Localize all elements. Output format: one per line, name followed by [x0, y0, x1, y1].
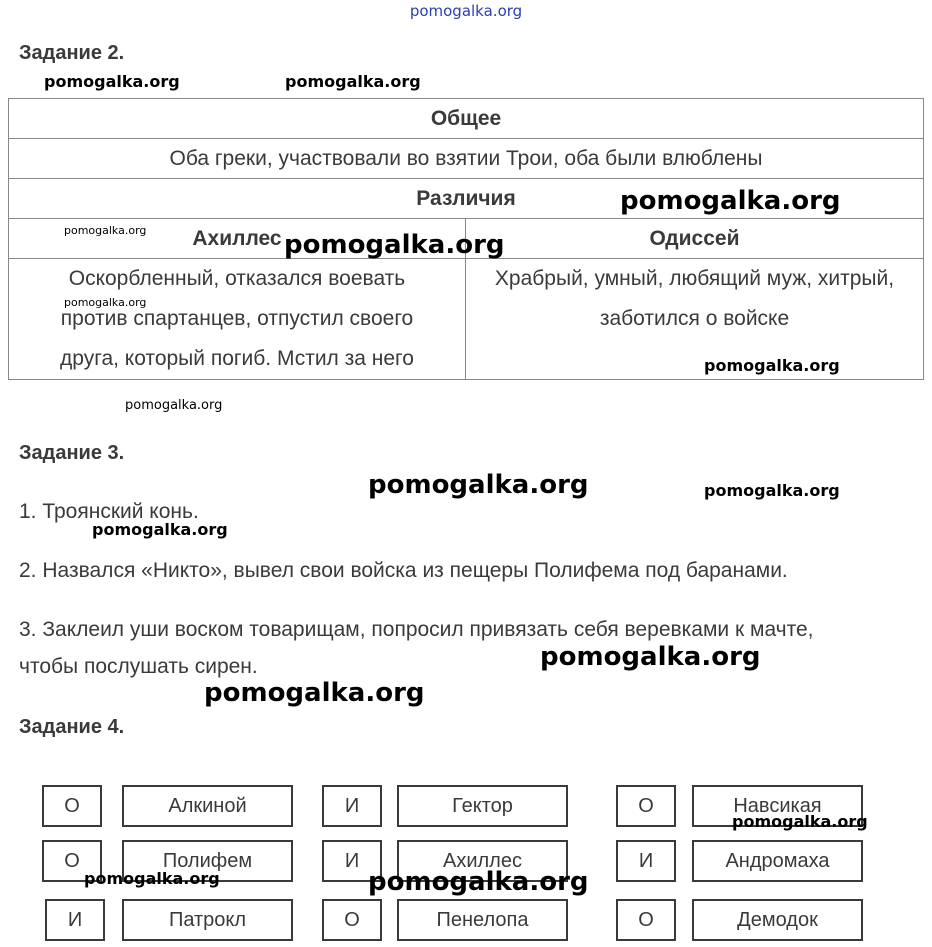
character-box: Полифем — [122, 840, 293, 882]
column-header-achilles: Ахиллес — [9, 219, 466, 259]
achilles-line: Оскорбленный, отказался воевать — [68, 267, 406, 290]
column-header-odysseus: Одиссей — [466, 219, 924, 259]
mark-box: О — [322, 899, 382, 941]
watermark: pomogalka.org — [368, 867, 589, 897]
watermark: pomogalka.org — [285, 72, 421, 91]
achilles-line: друга, который погиб. Мстил за него — [60, 347, 414, 370]
mark-box: О — [616, 899, 676, 941]
character-box: Андромаха — [692, 840, 863, 882]
answer-2: 2. Назвался «Никто», вывел свои войска из пещеры Полифема под баранами. — [19, 559, 788, 582]
character-box: Гектор — [397, 785, 568, 827]
task3-title: Задание 3. — [19, 442, 125, 464]
watermark: pomogalka.org — [204, 678, 425, 708]
watermark: pomogalka.org — [92, 520, 228, 539]
watermark: pomogalka.org — [704, 481, 840, 500]
watermark: pomogalka.org — [125, 398, 223, 413]
mark-box: И — [322, 785, 382, 827]
watermark: pomogalka.org — [84, 869, 220, 888]
character-box: Пенелопа — [397, 899, 568, 941]
answer-3-line-2: чтобы послушать сирен. — [19, 655, 258, 678]
mark-box: И — [322, 840, 382, 882]
odysseus-traits — [466, 259, 924, 380]
watermark: pomogalka.org — [64, 224, 147, 237]
watermark: pomogalka.org — [368, 470, 589, 500]
character-box: Демодок — [692, 899, 863, 941]
answer-1: 1. Троянский конь. — [19, 500, 199, 523]
odysseus-line: Храбрый, умный, любящий муж, хитрый, — [494, 267, 895, 290]
mark-box: О — [42, 785, 102, 827]
site-header-link[interactable]: pomogalka.org — [409, 2, 523, 20]
mark-box: О — [616, 785, 676, 827]
mark-box: И — [616, 840, 676, 882]
watermark: pomogalka.org — [540, 642, 761, 672]
character-box: Патрокл — [122, 899, 293, 941]
achilles-traits — [9, 259, 466, 380]
watermark: pomogalka.org — [704, 356, 840, 375]
achilles-line: против спартанцев, отпустил своего — [60, 307, 414, 330]
watermark: pomogalka.org — [284, 230, 505, 260]
answer-3-line-1: 3. Заклеил уши воском товарищам, попросил привязать себя веревками к мачте, — [19, 618, 814, 641]
watermark: pomogalka.org — [64, 296, 147, 309]
differences-header: Различия — [9, 179, 924, 219]
task2-title: Задание 2. — [19, 42, 125, 64]
character-box: Алкиной — [122, 785, 293, 827]
watermark: pomogalka.org — [732, 812, 868, 831]
mark-box: И — [45, 899, 105, 941]
mark-box: О — [42, 840, 102, 882]
odysseus-line: заботился о войске — [599, 307, 790, 330]
common-header: Общее — [9, 99, 924, 139]
character-box: Навсикая — [692, 785, 863, 827]
character-box: Ахиллес — [397, 840, 568, 882]
watermark: pomogalka.org — [620, 186, 841, 216]
common-text: Оба греки, участвовали во взятии Трои, оба были влюблены — [9, 139, 924, 179]
task4-title: Задание 4. — [19, 716, 125, 738]
watermark: pomogalka.org — [44, 72, 180, 91]
